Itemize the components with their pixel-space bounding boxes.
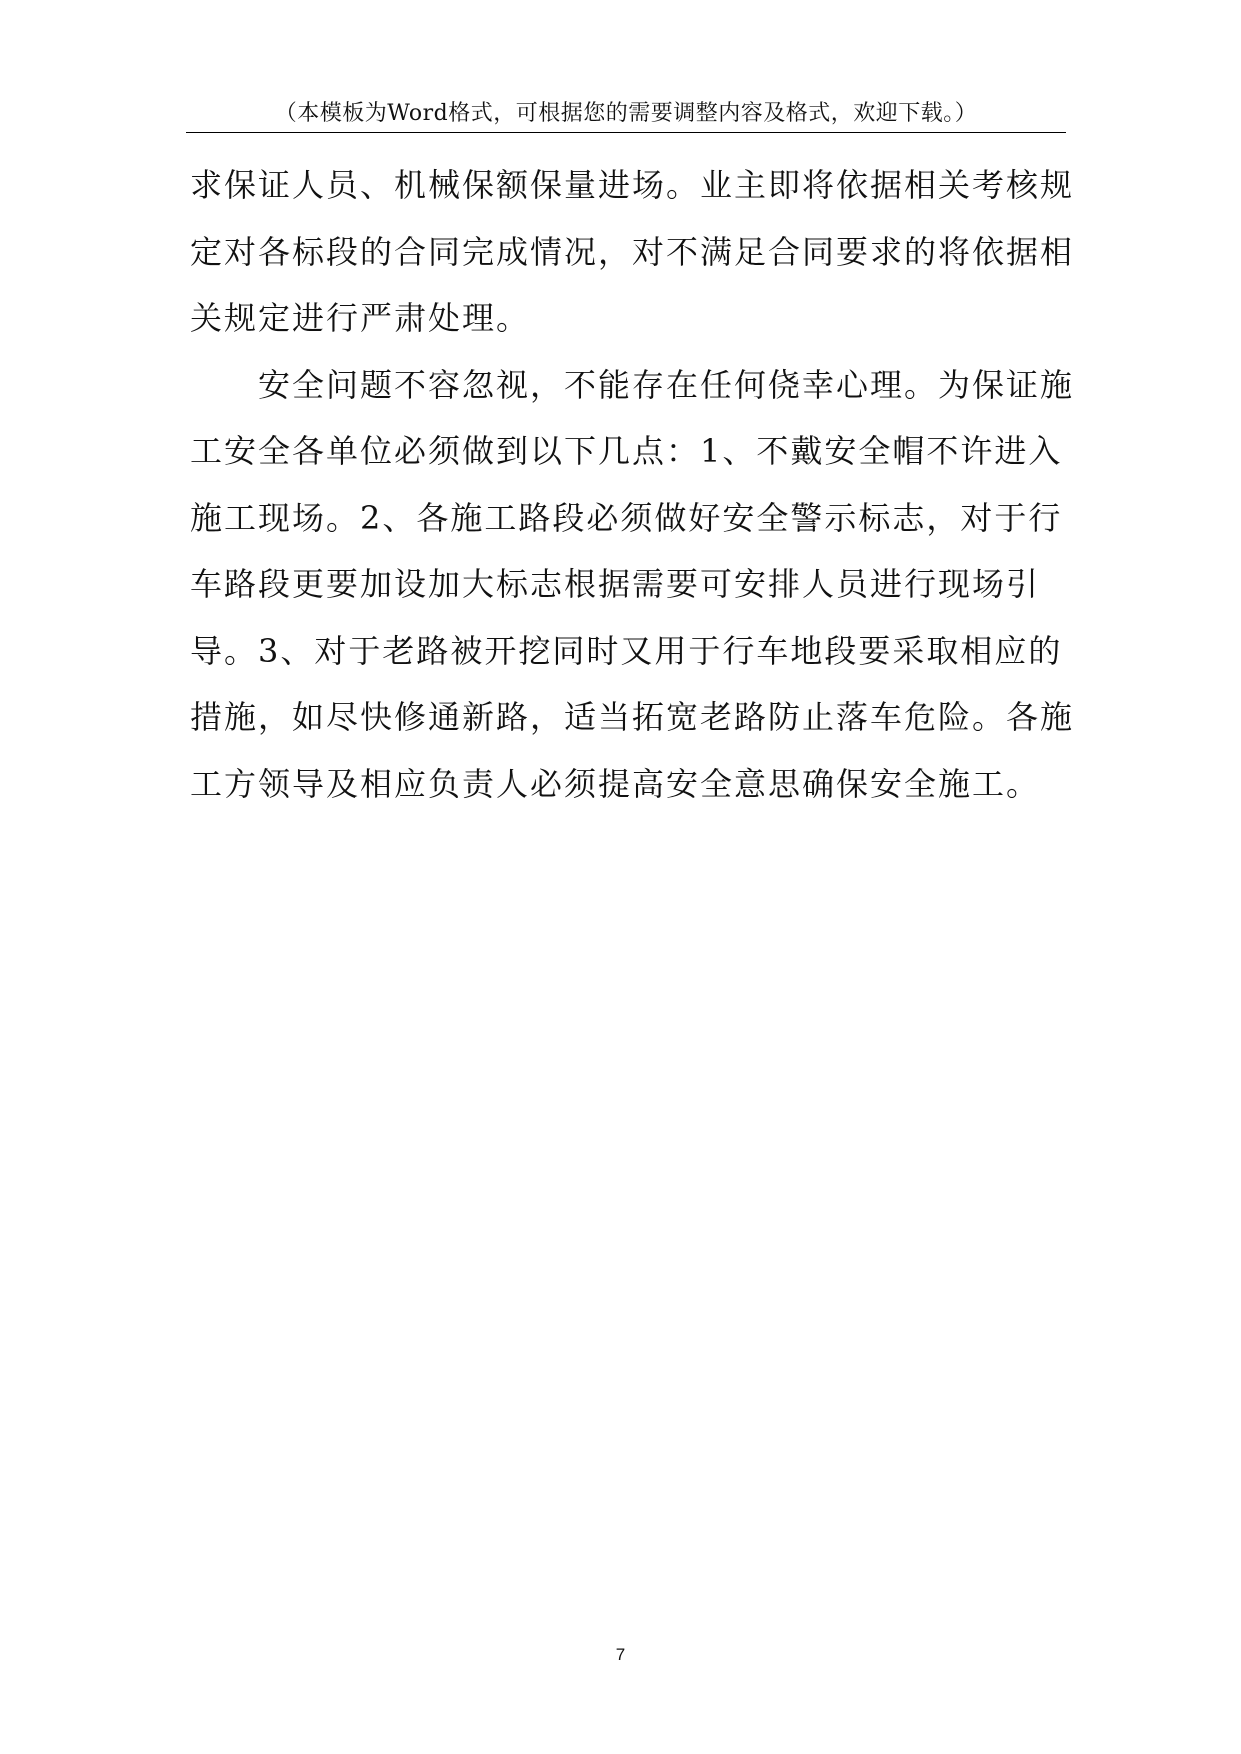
text-line: 施工现场。2、各施工路段必须做好安全警示标志，对于行 xyxy=(190,498,1063,537)
page-header xyxy=(186,98,1066,133)
text-line: 工安全各单位必须做到以下几点：1、不戴安全帽不许进入 xyxy=(190,432,1063,470)
text-line: 措施，如尽快修通新路，适当拓宽老路防止落车危险。各施 xyxy=(190,698,1075,736)
text-line: 关规定进行严肃处理。 xyxy=(190,299,531,337)
paragraph-contract-compliance xyxy=(190,152,1075,352)
document-body xyxy=(190,152,1075,817)
text-line: 导。3、对于老路被开挖同时又用于行车地段要采取相应的 xyxy=(190,631,1063,670)
text-line: 车路段更要加设加大标志根据需要可安排人员进行现场引 xyxy=(190,565,1041,603)
text-line: 安全问题不容忽视，不能存在任何侥幸心理。为保证施 xyxy=(258,365,1075,404)
text-line: 定对各标段的合同完成情况，对不满足合同要求的将依据相 xyxy=(190,232,1075,271)
text-line: 求保证人员、机械保额保量进场。业主即将依据相关考核规 xyxy=(190,166,1075,204)
text-line: 工方领导及相应负责人必须提高安全意思确保安全施工。 xyxy=(190,764,1041,803)
header-note: （本模板为Word格式，可根据您的需要调整内容及格式，欢迎下载。） xyxy=(274,101,978,126)
page-number: 7 xyxy=(615,1645,626,1664)
paragraph-safety-measures xyxy=(190,352,1075,818)
